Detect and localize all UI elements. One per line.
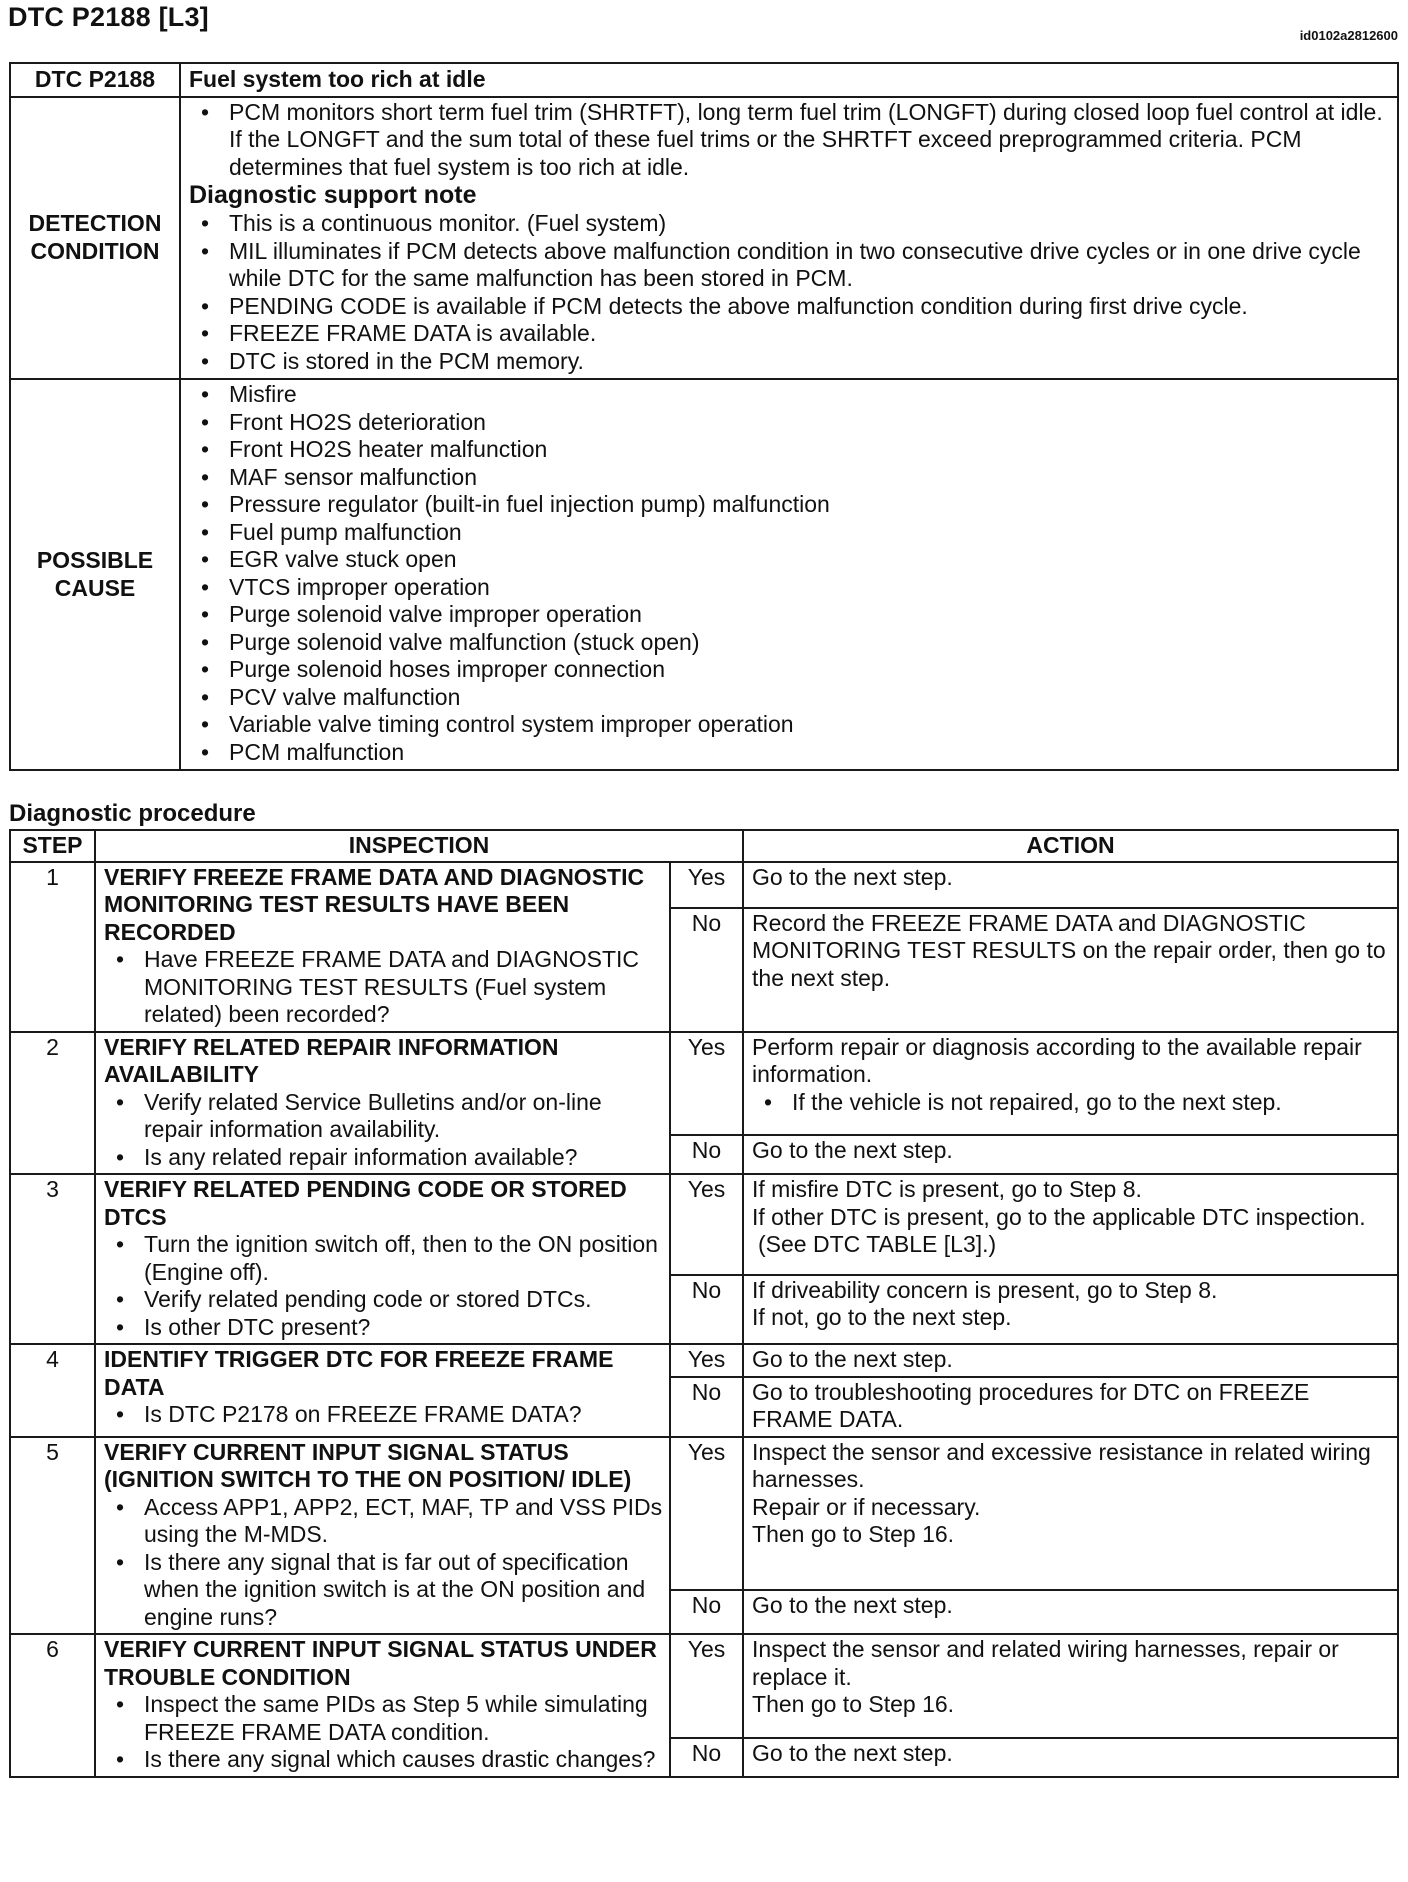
possible-cause-body xyxy=(180,379,1398,770)
action-line: Go to the next step. xyxy=(752,1592,953,1619)
list-item: • Is there any signal that is far out of specification when the ignition switch is at the ON position and engine runs? xyxy=(104,1549,665,1632)
list-item: • Turn the ignition switch off, then to the ON position (Engine off). xyxy=(104,1231,665,1286)
dtc-code: DTC P2188 xyxy=(10,63,180,97)
detection-main-list xyxy=(189,99,1391,182)
list-item: • Fuel pump malfunction xyxy=(189,519,1391,547)
inspection-list xyxy=(104,1089,665,1172)
inspection-cell xyxy=(95,1437,670,1635)
yes-action xyxy=(743,1437,1398,1591)
list-item: • Have FREEZE FRAME DATA and DIAGNOSTIC MONITORING TEST RESULTS (Fuel system related) been recorded? xyxy=(104,946,665,1029)
yes-label: Yes xyxy=(670,1174,743,1275)
step-number: 4 xyxy=(10,1344,95,1437)
procedure-body xyxy=(10,862,1398,1777)
table-row xyxy=(10,1032,1398,1136)
action-line: Inspect the sensor and related wiring harnesses, repair or replace it. xyxy=(752,1636,1339,1690)
list-item: • Verify related Service Bulletins and/or on-line repair information availability. xyxy=(104,1089,665,1144)
inspection-title: VERIFY CURRENT INPUT SIGNAL STATUS UNDER TROUBLE CONDITION xyxy=(104,1636,657,1690)
no-label: No xyxy=(670,1377,743,1437)
action-line: Go to the next step. xyxy=(752,863,953,890)
list-item: • MAF sensor malfunction xyxy=(189,464,1391,492)
inspection-title: IDENTIFY TRIGGER DTC FOR FREEZE FRAME DATA xyxy=(104,1346,614,1400)
inspection-title: VERIFY CURRENT INPUT SIGNAL STATUS (IGNITION SWITCH TO THE ON POSITION/ IDLE) xyxy=(104,1438,632,1492)
list-item: • EGR valve stuck open xyxy=(189,546,1391,574)
inspection-cell xyxy=(95,1344,670,1437)
col-inspection-header: INSPECTION xyxy=(95,830,743,862)
inspection-list xyxy=(104,1231,665,1341)
document-id: id0102a2812600 xyxy=(1299,28,1398,43)
action-line: If other DTC is present, go to the applicable DTC inspection. xyxy=(752,1203,1366,1230)
action-line: Go to the next step. xyxy=(752,1346,953,1372)
list-item: • Front HO2S heater malfunction xyxy=(189,436,1391,464)
table-row xyxy=(10,1174,1398,1275)
document-title: DTC P2188 [L3] xyxy=(8,2,209,32)
inspection-list xyxy=(104,1691,665,1774)
list-item: • DTC is stored in the PCM memory. xyxy=(189,348,1391,376)
list-item: • If the vehicle is not repaired, go to the next step. xyxy=(752,1089,1393,1117)
detection-label-line-1: DETECTION xyxy=(28,210,162,237)
list-item: • MIL illuminates if PCM detects above malfunction condition in two consecutive drive cycles or in one drive cycle while DTC for the same malfunction has been stored in PCM. xyxy=(189,238,1391,293)
inspection-cell xyxy=(95,1174,670,1344)
list-item: • FREEZE FRAME DATA is available. xyxy=(189,320,1391,348)
no-action xyxy=(743,1275,1398,1344)
cause-label-line-1: POSSIBLE xyxy=(36,547,154,573)
list-item: • Inspect the same PIDs as Step 5 while simulating FREEZE FRAME DATA condition. xyxy=(104,1691,665,1746)
cause-label-line-2: CAUSE xyxy=(54,574,136,601)
yes-action xyxy=(743,862,1398,908)
inspection-cell xyxy=(95,862,670,1032)
detection-condition-row xyxy=(10,97,1398,380)
detection-condition-label xyxy=(10,97,180,380)
no-action xyxy=(743,1738,1398,1777)
no-action xyxy=(743,908,1398,1032)
table-row xyxy=(10,1344,1398,1377)
no-label: No xyxy=(670,908,743,1032)
yes-action xyxy=(743,1634,1398,1738)
list-item: • Is other DTC present? xyxy=(104,1314,665,1342)
yes-label: Yes xyxy=(670,1437,743,1591)
procedure-title: Diagnostic procedure xyxy=(9,800,256,827)
no-action xyxy=(743,1377,1398,1437)
inspection-title: VERIFY FREEZE FRAME DATA AND DIAGNOSTIC MONITORING TEST RESULTS HAVE BEEN RECORDED xyxy=(104,863,645,945)
step-number: 6 xyxy=(10,1634,95,1777)
dtc-description: Fuel system too rich at idle xyxy=(180,63,1398,97)
action-line: Then go to Step 16. xyxy=(752,1691,955,1717)
table-row xyxy=(10,1634,1398,1738)
no-label: No xyxy=(670,1275,743,1344)
list-item: • PCM malfunction xyxy=(189,739,1391,767)
list-item: • Purge solenoid valve improper operation xyxy=(189,601,1391,629)
no-action xyxy=(743,1135,1398,1174)
list-item: • Access APP1, APP2, ECT, MAF, TP and VSS PIDs using the M-MDS. xyxy=(104,1494,665,1549)
list-item: • Variable valve timing control system improper operation xyxy=(189,711,1391,739)
inspection-cell xyxy=(95,1634,670,1777)
yes-label: Yes xyxy=(670,1344,743,1377)
list-item: • Purge solenoid hoses improper connection xyxy=(189,656,1391,684)
list-item: • Purge solenoid valve malfunction (stuck open) xyxy=(189,629,1391,657)
list-item: • Is DTC P2178 on FREEZE FRAME DATA? xyxy=(104,1401,665,1429)
list-item: • Front HO2S deterioration xyxy=(189,409,1391,437)
list-item: • VTCS improper operation xyxy=(189,574,1391,602)
list-item: • PCM monitors short term fuel trim (SHRTFT), long term fuel trim (LONGFT) during closed loop fuel control at idle. If the LONGFT and the sum total of these fuel trims or the SHRTFT exceed preprogrammed criteria. PCM determines that fuel system is too rich at idle. xyxy=(189,99,1391,182)
action-line: If misfire DTC is present, go to Step 8. xyxy=(752,1176,1142,1202)
inspection-cell xyxy=(95,1032,670,1175)
yes-action xyxy=(743,1174,1398,1275)
possible-cause-row xyxy=(10,379,1398,770)
inspection-title: VERIFY RELATED PENDING CODE OR STORED DTCS xyxy=(104,1176,627,1230)
action-line: If driveability concern is present, go to Step 8. xyxy=(752,1276,1218,1303)
cause-list xyxy=(189,381,1391,766)
inspection-title: VERIFY RELATED REPAIR INFORMATION AVAILABILITY xyxy=(104,1033,559,1087)
list-item: • Misfire xyxy=(189,381,1391,409)
table-row xyxy=(10,862,1398,908)
action-line: Record the FREEZE FRAME DATA and DIAGNOSTIC MONITORING TEST RESULTS on the repair order, then go to the next step. xyxy=(752,909,1386,991)
list-item: • PCV valve malfunction xyxy=(189,684,1391,712)
yes-action xyxy=(743,1032,1398,1136)
support-note-title: Diagnostic support note xyxy=(189,181,477,209)
action-line: If not, go to the next step. xyxy=(752,1304,1012,1331)
yes-action xyxy=(743,1344,1398,1377)
detection-label-line-2: CONDITION xyxy=(30,237,160,264)
no-label: No xyxy=(670,1738,743,1777)
inspection-list xyxy=(104,1401,665,1429)
list-item: • This is a continuous monitor. (Fuel system) xyxy=(189,210,1391,238)
col-action-header: ACTION xyxy=(743,830,1398,862)
list-item: • Is there any signal which causes drastic changes? xyxy=(104,1746,665,1774)
possible-cause-label xyxy=(10,379,180,770)
action-line: Then go to Step 16. xyxy=(752,1521,955,1547)
yes-label: Yes xyxy=(670,1032,743,1136)
table-row xyxy=(10,1437,1398,1591)
dtc-header-row xyxy=(10,63,1398,97)
action-line: Go to troubleshooting procedures for DTC on FREEZE FRAME DATA. xyxy=(752,1378,1310,1432)
support-note-list xyxy=(189,210,1391,375)
yes-label: Yes xyxy=(670,862,743,908)
step-number: 5 xyxy=(10,1437,95,1635)
yes-label: Yes xyxy=(670,1634,743,1738)
action-line: Inspect the sensor and excessive resistance in related wiring harnesses. xyxy=(752,1438,1371,1492)
procedure-header-row xyxy=(10,830,1398,862)
no-label: No xyxy=(670,1590,743,1634)
list-item: • Pressure regulator (built-in fuel injection pump) malfunction xyxy=(189,491,1391,519)
action-line: Go to the next step. xyxy=(752,1137,953,1164)
col-step-header: STEP xyxy=(10,830,95,862)
action-line: Perform repair or diagnosis according to the available repair information. xyxy=(752,1033,1362,1087)
list-item: • Is any related repair information available? xyxy=(104,1144,665,1172)
inspection-list xyxy=(104,1494,665,1632)
list-item: • PENDING CODE is available if PCM detects the above malfunction condition during first drive cycle. xyxy=(189,293,1391,321)
detection-condition-body xyxy=(180,97,1398,380)
diagnostic-procedure-table xyxy=(9,829,1399,1778)
step-number: 1 xyxy=(10,862,95,1032)
action-line: (See DTC TABLE [L3].) xyxy=(758,1231,997,1257)
action-line: Repair or if necessary. xyxy=(752,1493,981,1520)
step-number: 3 xyxy=(10,1174,95,1344)
no-label: No xyxy=(670,1135,743,1174)
action-bullet-list xyxy=(752,1089,1393,1117)
inspection-list xyxy=(104,946,665,1029)
dtc-summary-table xyxy=(9,62,1399,771)
action-line: Go to the next step. xyxy=(752,1739,953,1766)
step-number: 2 xyxy=(10,1032,95,1175)
list-item: • Verify related pending code or stored DTCs. xyxy=(104,1286,665,1314)
no-action xyxy=(743,1590,1398,1634)
